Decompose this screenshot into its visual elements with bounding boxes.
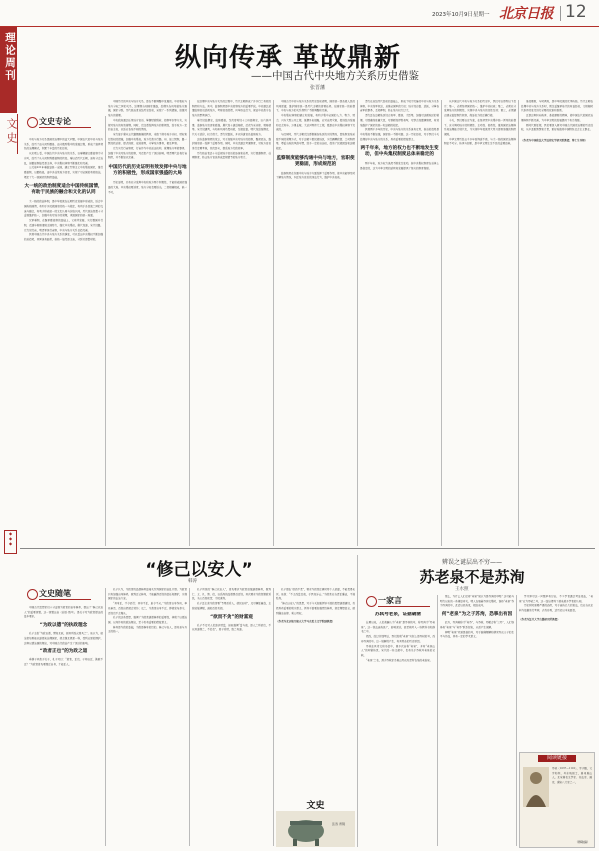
top-article-col-5: 清代在总结历代经验的基础上，形成了较为完备的中央与地方关系体制。中央设军机处，总揽全国军政大权；地方设总督、巡抚，分掌各省军政事务，互相牵制，防止地方权力过大。 清代还在边疆地区设立将军、都统、大臣等，加强对边疆地区的管理。对西藏设驻藏大臣，对新疆设伊犁将军，对蒙古设盟旗制度，有效地维护了国家的统一和边疆的稳定。 纵观两千多年的历史，中央与地方的关系虽有反复，但总的趋势是中央集权不断加强，国家统一不断巩固。这一历史经验，对于我们今天处理好中央与地方的关系，具有重要的借鉴意义。 两千年来，地方的权力也不断地发生变动，但中央集权制度总体来稳定的 两千年来，地方权力虽然不断发生变动，但中央集权制度在总体上是稳定的，这为中华文明的延续和发展提供了坚实的制度保障。 [360, 100, 439, 171]
mid-article-title: “修己以安人” [145, 560, 253, 580]
right-author-note: （作者为复旦大学古籍研究所教授） [519, 617, 560, 621]
mid-article-col-4: 孔子提出“欲而不贪”，要求为政者正确对待个人欲望，不能贪得无厌。他说：“不义而富且贵，于我如浮云。”为政者应当清正廉洁，不谋私利。 “修己以安人”的思想，对于今天加强领导干部的思想道德建设，仍然具有重要的现实意义。领导干部要加强党性修养，坚定理想信念，做到廉洁自律、秉公用权。 （作者为北京航空航天大学马克思主义学院副教授） [276, 588, 355, 624]
masthead [0, 0, 599, 27]
artifact-image-box [276, 798, 355, 848]
newspaper-logo: 北京日报 [499, 6, 553, 22]
mid-author-note: （作者为北京航空航天大学马克思主义学院副教授） [276, 620, 335, 624]
right-article-kicker: 辨误之谜层出不穷—— [441, 559, 502, 566]
right-article-col-1: 苏轼号老泉，证据确凿 长期以来，人们普遍认为“老泉”是苏洵的号，称苏洵为“苏老泉”。这一说法流传甚广，影响深远，甚至被写入一些教科书和辞书之中。 然而，经过仔细考证，我们发现“老泉”实际上是苏轼的号，而非苏洵的号。这一误解的产生，有其复杂的历史原因。 苏轼在其诗文和书信中，曾多次自称“老泉”，并有“老泉山人”的印章传世。宋代的一些文献中，也有关于苏轼号老泉的记载。 “老泉”之名，源于苏轼家乡眉山苏氏先茔所在地的老翁泉。 [361, 612, 435, 662]
mid-article-col-1: 中国古代思想家们十分重视为政者的自身修养，提出了“修己以安人”的重要命题。这一命题出自《论语·宪问》，是孔子对为政者提出的基本要求。 “为政以德”的执政理念 孔子主张“为政以德，譬如北辰，居其所而众星共之”。他认为，统治者如果能以道德来治理国家，就会像北极星一样，受到众星的拥护。这种以德治国的理念，对中国古代政治产生了深远的影响。 “政者正也”的为政之道 季康子问政于孔子，孔子对曰：“政者，正也。子帅以正，孰敢不正？”为政者首先要端正自身，才能正人。 [24, 606, 103, 666]
sub-heading: “为政以德”的执政理念 [39, 623, 88, 629]
reading-link-box: 阅读链接 苏轼（1037—1101），字子瞻，又字和仲，号东坡居士，眉州眉山人。北宋著名文学家、书法家、画家，唐宋八大家之一。 （穆敏摘） [519, 752, 595, 848]
article-subtitle: ——中国古代中央地方关系历史借鉴 [251, 70, 419, 82]
page-number: 12 [565, 2, 587, 22]
image-caption: 张涛 青铜 [332, 822, 345, 826]
seal-ornament: ◆ ◆ ◆ [4, 530, 17, 554]
sub-heading: 何“老泉”为之子苏洵，恐事出有因 [441, 612, 513, 618]
sub-heading: 苏轼号老泉，证据确凿 [375, 612, 421, 617]
reading-link-caption: （穆敏摘） [574, 840, 590, 844]
column-marker-icon [366, 596, 377, 607]
date-line: 2023年10月9日 [432, 12, 473, 18]
article-title: 纵向传承 革故鼎新 [175, 43, 402, 73]
column-marker-icon [27, 117, 38, 128]
article-author: 张晋藩 [310, 85, 326, 91]
section-title: 理论周刊 [4, 32, 16, 82]
top-article-col-7: 革故鼎新，与时俱进，是中华民族的优秀传统。历代王朝在处理中央与地方关系时，既注重继承前代的有益经验，又根据时代条件的变化进行必要的改革和创新。 正是这种纵向传承、革故鼎新的精神，使中国古代的国家治理体制不断完善，为中华文明的发展提供了有力保障。 新时代新征程，我们要深入研究中国古代国家治理的历史经验，从中汲取智慧和力量，更好地推进中国特色社会主义事业。 （作者为中国政法大学法律史学研究院教授、博士生导师） [521, 100, 593, 142]
top-article-col-1: 中央与地方关系是国家治理中的重大问题。中国古代的中央与地方关系，经历了由分封到郡县、由分散到集中的发展过程，形成了独具特色的治理模式，积累了丰富的历史经验。 从宏观上看，中国古代中央与地方的关系，以秦朝建立郡县制为分水岭，经历了从分封制到郡县制的转变。秦以后历代王朝，虽有分合治乱，但郡县制始终是主体，中央集权体制不断强化和完善。 公元前221年秦始皇统一全国，建立专制主义中央集权国家，推行郡县制，以郡统县，由中央任免地方官吏，实现了对全国的有效统治，奠定了大一统国家的制度基础。 大一统的政治制度适合中国传统国情，有助于民族的融合和文化的认同 大一统的政治体制，是中华民族在长期历史发展中形成的，适合中国传统国情，有利于多民族国家的统一与稳定，有利于各民族之间的交流与融合，有利于形成统一的文化认同与价值认同。历代统治者都十分重视维护统一，加强中央对地方的管理，巩固国家的统一局面。 汉承秦制，在继承郡县制的基础上，又有所发展，实行郡国并行制，后逐步削弱诸侯王国势力，强化中央集权。唐代设道，宋代设路，元代设行省，明清承袭行省制，中央与地方关系日趋完善。 纵观中国古代中央与地方关系的演变，可以看出中央集权不断加强的总趋势，其间虽有曲折，但统一始终是主流，分裂只是暂时的。 [24, 138, 103, 241]
sub-heading: 监察制度能够沟通中央与地方，官职使更稳固，形成规范的 [276, 155, 355, 167]
weekday: 星期一 [473, 12, 490, 18]
sub-heading: “政者正也”的为政之道 [39, 649, 88, 655]
top-article-col-2: 中国历代的中央与地方关系，是在不断调整中发展的。中央集权与地方分权之间的关系，处理得当则国家强盛，处理失当则导致地方割据，国家分裂。历代统治者总结历史经验，采取了一系列措施，加强对地方的管理。 中央政府通过任免地方官员、掌握财政税收、控制军队等方式，实现对地方的有效管理。同时，也注意发挥地方的积极性，给予地方一定的自主权，以适应各地不同的情况。 宋代鉴于唐末五代藩镇割据的教训，采取了削夺地方兵权、财权和行政权的措施，加强中央集权。地方行政实行路、州、县三级制，路一级设转运使、提点刑狱、安抚使等，分掌地方事务，相互牵制。 元代实行行省制度，行省作为中央派出机构，管理地方军政事务，加强了中央对地方的控制，对后世产生了深远影响。明清两代沿袭行省制度，并不断加以完善。 中国历代的历史证明有效发挥中央与地方的积极性，形成国家强盛的大局 历史证明，只有充分发挥中央和地方两个积极性，才能形成国家强盛的大局。中央集权要适度，地方分权也要适当，二者相辅相成，缺一不可。 [108, 100, 187, 194]
top-article-col-4: 中国古代中央与地方关系的历史经验表明，国家统一是各族人民的共同愿望，维护国家统一是历代王朝的首要任务。在国家统一的前提下，中央与地方的关系得到了不断调整和完善。 中央集权体制的建立和发展，有利于集中全国的人力、物力、财力，兴办大型公共工程，抵御外来侵略，应对自然灾害，促进经济发展和社会进步。万里长城、大运河等伟大工程，都是在中央集权体制下完成的。 与此同时，历代王朝也注意根据各地区的实际情况，因地制宜地采取不同的管理方式。对于边疆少数民族地区，实行羁縻政策、土司制度等，尊重当地的风俗习惯，给予一定的自治权，促进了民族团结和边疆稳定。 监察制度能够沟通中央与地方，官职使更稳固，形成规范的 监察制度在沟通中央与地方方面发挥了重要作用，使中央能够及时了解地方情况，纠正地方官员的违法行为，维护中央权威。 [276, 100, 355, 180]
mid-article-author: 韩涛 [188, 579, 197, 584]
reading-link-title: 阅读链接 [538, 755, 576, 762]
sub-heading: 大一统的政治制度适合中国传统国情，有助于民族的融合和文化的认同 [24, 184, 103, 196]
right-article-col-3: 学术界对这一问题早有讨论，不少学者通过考证指出，“老泉”应为苏轼之号。这一结论得到了越来越多学者的认同。 历史研究需要严谨的态度，对于流传已久的说法，也应当以史料为依据进行考辨，去伪存真，还历史以本来面目。 （作者为复旦大学古籍研究所教授） [519, 595, 593, 621]
section-sub: 文史 [0, 114, 18, 154]
column-label: 文史专论 [27, 116, 97, 129]
mid-article-col-3: 孔子所说的“修己以安人”，首先要求为政者加强道德修养，做到仁、义、礼、智、信，以高尚的品德感召百姓。其次要求为政者勤政爱民，关心百姓疾苦，为民谋利。 孔子还主张为政者要“节用而爱人，使民以时”，反对横征暴敛，主张轻徭薄赋，减轻百姓负担。 “欲而不贪”的财富观 孔子不反对人们追求财富，但他强调“富与贵，是人之所欲也，不以其道得之，不处也”。君子爱财，取之有道。 [192, 588, 271, 632]
right-article-author: 王水照 [455, 587, 469, 592]
portrait-image [523, 767, 549, 807]
bronze-vessel-image [276, 811, 355, 847]
sub-heading: 中国历代的历史证明有效发挥中央与地方的积极性，形成国家强盛的大局 [108, 165, 187, 177]
mid-article-col-2: 孔子认为，为政者的品德修养直接关系到国家的治乱兴衰。为政者只有加强自身修养，做到正己修身，才能赢得百姓的信任和拥护，实现国家的长治久安。 “其身正，不令而行；其身不正，虽令不从。”为政者以身作则，率先垂范，百姓自然就会效仿；反之，为政者自身不正，即使发布命令，百姓也不会服从。 孔子的这些思想，强调了为政者道德修养的重要性，体现了以德治国、以身作则的政治理念，至今仍有重要的借鉴意义。 修身是为政的基础，为政是修身的目的。修己与安人，是内圣与外王的统一。 [108, 588, 187, 634]
mid-column-label: 文史随笔 [27, 588, 97, 601]
section-sidebar [0, 27, 17, 113]
sub-heading: “欲而不贪”的财富观 [210, 614, 253, 620]
image-box-title: 文史 [306, 801, 325, 811]
author-note: （作者为中国政法大学法律史学研究院教授、博士生导师） [521, 138, 588, 142]
sub-heading: 两千年来，地方的权力也不断地发生变动，但中央集权制度总体来稳定的 [360, 146, 439, 158]
right-article-title: 苏老泉不是苏洵 [419, 568, 525, 586]
top-article-col-3: 在处理中央与地方关系的过程中，历代王朝形成了许多行之有效的制度和方法。其中，监察制度是中央控制地方的重要手段。中央通过派遣监察官员巡视地方，考察官吏政绩，纠举违法行为，保证中央政令在地方的贯彻执行。 秦代设监御史，监察郡县。汉武帝时设十三州部刺史，以六条问事，监察地方官吏和豪强。唐代设十道巡察使，后改为采访使、观察使等。宋代设通判，与知州共同负责州政，互相监督。明代设巡按御史，代天子巡狩，权力很大。清代设督抚，并以科道官员监察地方。 这些监察制度的设立，对于加强中央对地方的控制，整肃吏治，维护国家统一发挥了重要作用。同时，中央也通过考课制度，对地方官员进行定期考核，奖优罚劣，提高地方行政效率。 历代统治者还十分重视地方官员的选拔和任用，实行回避制度、任期制度，防止地方官员形成盘根错节的地方势力。 [192, 100, 271, 160]
right-column-label: 一家言 [366, 595, 436, 608]
top-article-col-6: 从中国古代中央与地方关系的历史中，我们可以得到以下启示：第一，必须坚持国家统一，维护中央权威；第二，必须充分发挥地方的积极性，实现中央与地方的良性互动；第三，必须建立健全监督制约机制，保证权力的正确行使。 今天，我们要以史为鉴，在坚持党中央集中统一领导的前提下，充分调动地方的积极性、主动性、创造性，推进国家治理体系和治理能力现代化，为实现中华民族伟大复兴提供坚强的制度保障。 中华文明历经五千多年而绵延不绝，与大一统的国家治理体制密不可分。传承与创新，是中华文明生生不息的重要密码。 [444, 100, 516, 146]
right-article-col-2: 那么，为什么人们会将“老泉”误认为是苏洵的号呢？这可能与明代以来的一些著述有关。明人在编纂苏洵文集时，误将“老泉”作为苏洵的号，此后以讹传讹，相沿成习。 何“老泉”为之子苏洵，恐事出有因 此外，苏洵被称为“老苏”，与苏轼、苏辙合称“三苏”，人们容易将“老泉”与“老苏”联系起来，从而产生误解。 辨明“老泉”究竟是谁的号，对于准确理解和研究苏氏父子的生平与作品，具有一定的学术意义。 [440, 595, 514, 639]
column-marker-icon [27, 589, 38, 600]
